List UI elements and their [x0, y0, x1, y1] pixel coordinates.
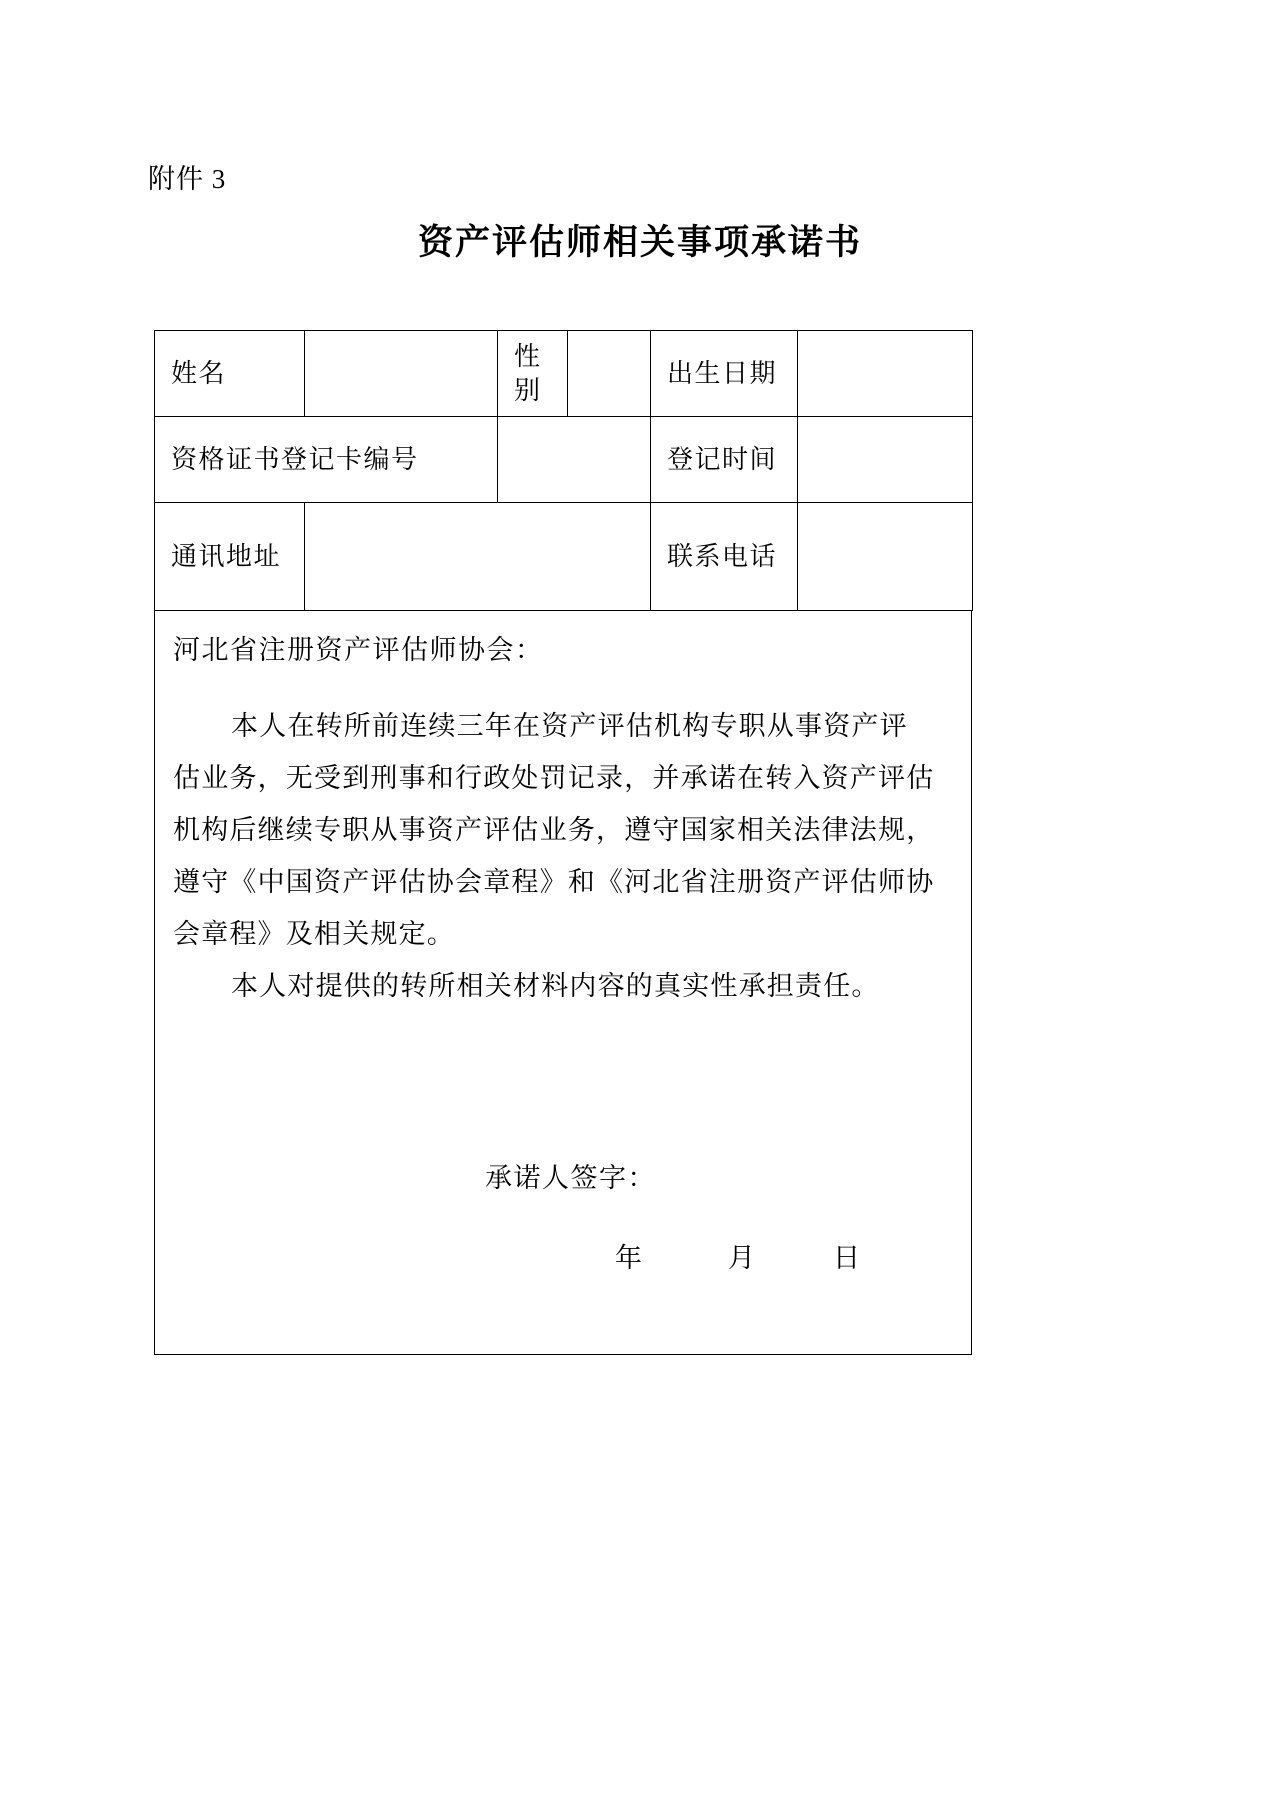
statement-text	[173, 700, 963, 1012]
field-name-value[interactable]	[305, 331, 498, 417]
label-registration-time: 登记时间	[651, 417, 798, 503]
field-gender-value[interactable]	[568, 331, 651, 417]
paragraph-1-line: 本人在转所前连续三年在资产评估机构专职从事资产评	[231, 711, 908, 741]
label-birth-date: 出生日期	[651, 331, 798, 417]
date-day-label: 日	[833, 1243, 862, 1273]
label-name: 姓名	[155, 331, 305, 417]
label-cert-card-number: 资格证书登记卡编号	[155, 417, 498, 503]
table-row	[155, 331, 973, 417]
paragraph-1-line: 机构后继续专职从事资产评估业务，遵守国家相关法律法规，	[173, 815, 935, 845]
attachment-label: 附件 3	[148, 164, 227, 194]
label-gender: 性别	[498, 331, 568, 417]
date-line	[615, 1236, 862, 1275]
paragraph-1-line: 估业务，无受到刑事和行政处罚记录，并承诺在转入资产评估	[173, 763, 935, 793]
signature-label: 承诺人签字：	[485, 1163, 656, 1193]
applicant-info-table	[154, 330, 973, 611]
field-birth-date-value[interactable]	[798, 331, 973, 417]
date-month-label: 月	[728, 1243, 757, 1273]
paragraph-2-line: 本人对提供的转所相关材料内容的真实性承担责任。	[231, 971, 880, 1001]
label-mailing-address: 通讯地址	[155, 503, 305, 611]
page-title: 资产评估师相关事项承诺书	[417, 223, 862, 263]
salutation: 河北省注册资产评估师协会：	[173, 635, 544, 665]
table-row	[155, 417, 973, 503]
paragraph-1-line: 会章程》及相关规定。	[173, 919, 455, 949]
statement-body-cell	[154, 610, 972, 1355]
table-row	[155, 503, 973, 611]
label-contact-phone: 联系电话	[651, 503, 798, 611]
paragraph-1-line: 遵守《中国资产评估协会章程》和《河北省注册资产评估师协	[173, 867, 935, 897]
field-contact-phone-value[interactable]	[798, 503, 973, 611]
date-year-label: 年	[615, 1243, 644, 1273]
field-mailing-address-value[interactable]	[305, 503, 651, 611]
field-registration-time-value[interactable]	[798, 417, 973, 503]
field-cert-card-number-value[interactable]	[498, 417, 651, 503]
